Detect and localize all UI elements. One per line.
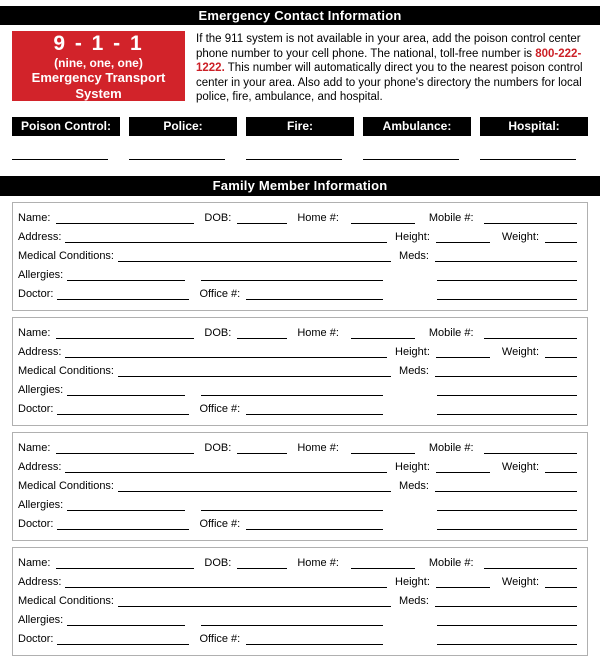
intro-paragraph xyxy=(196,31,588,105)
home-phone-label: Home #: xyxy=(297,556,339,569)
meds-field-line xyxy=(435,606,577,607)
address-label: Address: xyxy=(18,230,62,243)
weight-label: Weight: xyxy=(501,460,539,473)
emergency-911-box xyxy=(12,31,185,101)
name-field-line xyxy=(56,338,194,339)
weight-label: Weight: xyxy=(501,575,539,588)
hospital-label: Hospital: xyxy=(508,119,560,133)
allergies-field-line-2 xyxy=(201,510,383,511)
medical-conditions-label: Medical Conditions: xyxy=(18,594,114,607)
medical-conditions-row xyxy=(18,592,577,611)
height-label: Height: xyxy=(395,230,430,243)
name-field-line xyxy=(56,453,194,454)
poison-control-phone-number: 800-222-1222. xyxy=(196,47,582,74)
mobile-phone-field-line xyxy=(484,568,577,569)
height-label: Height: xyxy=(395,575,430,588)
meds-field-line-3 xyxy=(437,299,577,300)
doctor-row xyxy=(18,630,577,649)
medical-conditions-row xyxy=(18,362,577,381)
allergies-field-line-2 xyxy=(201,280,383,281)
family-member-card xyxy=(12,432,588,541)
mobile-phone-field-line xyxy=(484,223,577,224)
home-phone-label: Home #: xyxy=(297,326,339,339)
doctor-row xyxy=(18,285,577,304)
doctor-field-line xyxy=(57,529,189,530)
allergies-field-line-2 xyxy=(201,395,383,396)
family-member-list xyxy=(12,202,588,656)
office-phone-label: Office #: xyxy=(199,632,241,645)
dob-label: DOB: xyxy=(204,556,232,569)
mobile-phone-label: Mobile #: xyxy=(428,441,474,454)
height-field-line xyxy=(436,587,490,588)
family-member-card xyxy=(12,317,588,426)
ambulance-field-line xyxy=(363,159,459,160)
doctor-field-line xyxy=(57,414,189,415)
address-label: Address: xyxy=(18,575,62,588)
hospital-field-line xyxy=(480,159,576,160)
name-row xyxy=(18,209,577,228)
weight-field-line xyxy=(545,472,577,473)
meds-field-line-2 xyxy=(437,510,577,511)
doctor-label: Doctor: xyxy=(18,402,54,415)
weight-label: Weight: xyxy=(501,345,539,358)
allergies-row xyxy=(18,266,577,285)
intro-text-before: If the 911 system is not available in your area, add the poison control center phone number to your cell phone. The national, toll-free number is xyxy=(196,33,581,60)
office-phone-field-line xyxy=(246,529,383,530)
family-section-title: Family Member Information xyxy=(212,178,388,193)
office-phone-field-line xyxy=(246,299,383,300)
office-phone-label: Office #: xyxy=(199,517,241,530)
office-phone-label: Office #: xyxy=(199,287,241,300)
address-field-line xyxy=(65,242,387,243)
address-row xyxy=(18,458,577,477)
allergies-label: Allergies: xyxy=(18,498,64,511)
dob-field-line xyxy=(237,453,287,454)
home-phone-field-line xyxy=(351,568,415,569)
doctor-field-line xyxy=(57,644,189,645)
address-field-line xyxy=(65,587,387,588)
name-field-line xyxy=(56,223,194,224)
doctor-label: Doctor: xyxy=(18,632,54,645)
allergies-label: Allergies: xyxy=(18,613,64,626)
medical-conditions-label: Medical Conditions: xyxy=(18,479,114,492)
address-field-line xyxy=(65,472,387,473)
emergency-contacts-label-row xyxy=(12,117,588,136)
office-phone-field-line xyxy=(246,414,383,415)
intro-section xyxy=(12,31,588,105)
medical-conditions-label: Medical Conditions: xyxy=(18,364,114,377)
meds-field-line-2 xyxy=(437,625,577,626)
meds-label: Meds: xyxy=(399,594,429,607)
meds-label: Meds: xyxy=(399,479,429,492)
name-label: Name: xyxy=(18,326,51,339)
meds-field-line-2 xyxy=(437,280,577,281)
doctor-field-line xyxy=(57,299,189,300)
weight-field-line xyxy=(545,357,577,358)
name-field-line xyxy=(56,568,194,569)
dob-label: DOB: xyxy=(204,326,232,339)
meds-field-line xyxy=(435,261,577,262)
allergies-field-line xyxy=(67,395,185,396)
family-member-card xyxy=(12,202,588,311)
doctor-row xyxy=(18,400,577,419)
meds-field-line-3 xyxy=(437,644,577,645)
height-field-line xyxy=(436,242,490,243)
dob-field-line xyxy=(237,338,287,339)
medical-conditions-row xyxy=(18,247,577,266)
fire-label-box xyxy=(246,117,354,136)
dob-label: DOB: xyxy=(204,211,232,224)
allergies-field-line xyxy=(67,510,185,511)
meds-field-line xyxy=(435,491,577,492)
home-phone-label: Home #: xyxy=(297,211,339,224)
name-row xyxy=(18,324,577,343)
allergies-row xyxy=(18,381,577,400)
medical-conditions-label: Medical Conditions: xyxy=(18,249,114,262)
office-phone-field-line xyxy=(246,644,383,645)
emergency-transport-label: Emergency Transport System xyxy=(31,69,166,101)
poison-control-label-box xyxy=(12,117,120,136)
page-title: Emergency Contact Information xyxy=(198,8,402,23)
home-phone-label: Home #: xyxy=(297,441,339,454)
medical-conditions-field-line xyxy=(118,376,391,377)
emergency-number: 9 - 1 - 1 xyxy=(53,31,144,55)
allergies-row xyxy=(18,496,577,515)
name-label: Name: xyxy=(18,441,51,454)
ambulance-label-box xyxy=(363,117,471,136)
mobile-phone-field-line xyxy=(484,453,577,454)
mobile-phone-label: Mobile #: xyxy=(428,556,474,569)
allergies-label: Allergies: xyxy=(18,268,64,281)
medical-conditions-field-line xyxy=(118,261,391,262)
home-phone-field-line xyxy=(351,223,415,224)
police-label-box xyxy=(129,117,237,136)
allergies-label: Allergies: xyxy=(18,383,64,396)
address-label: Address: xyxy=(18,345,62,358)
address-field-line xyxy=(65,357,387,358)
ambulance-label: Ambulance: xyxy=(382,119,452,133)
meds-field-line-2 xyxy=(437,395,577,396)
doctor-row xyxy=(18,515,577,534)
home-phone-field-line xyxy=(351,338,415,339)
family-member-card xyxy=(12,547,588,656)
emergency-number-pronunciation: (nine, one, one) xyxy=(54,55,143,70)
address-label: Address: xyxy=(18,460,62,473)
name-row xyxy=(18,554,577,573)
hospital-label-box xyxy=(480,117,588,136)
dob-field-line xyxy=(237,568,287,569)
mobile-phone-field-line xyxy=(484,338,577,339)
meds-label: Meds: xyxy=(399,249,429,262)
height-field-line xyxy=(436,472,490,473)
doctor-label: Doctor: xyxy=(18,287,54,300)
address-row xyxy=(18,228,577,247)
meds-field-line-3 xyxy=(437,414,577,415)
police-label: Police: xyxy=(163,119,203,133)
family-section-title-bar xyxy=(0,176,600,196)
medical-conditions-row xyxy=(18,477,577,496)
height-label: Height: xyxy=(395,345,430,358)
weight-field-line xyxy=(545,587,577,588)
mobile-phone-label: Mobile #: xyxy=(428,326,474,339)
height-field-line xyxy=(436,357,490,358)
office-phone-label: Office #: xyxy=(199,402,241,415)
page-title-bar xyxy=(0,6,600,25)
fire-field-line xyxy=(246,159,342,160)
medical-conditions-field-line xyxy=(118,606,391,607)
poison-control-label: Poison Control: xyxy=(21,119,111,133)
police-field-line xyxy=(129,159,225,160)
dob-field-line xyxy=(237,223,287,224)
address-row xyxy=(18,343,577,362)
meds-field-line-3 xyxy=(437,529,577,530)
weight-label: Weight: xyxy=(501,230,539,243)
mobile-phone-label: Mobile #: xyxy=(428,211,474,224)
name-label: Name: xyxy=(18,556,51,569)
name-row xyxy=(18,439,577,458)
meds-label: Meds: xyxy=(399,364,429,377)
allergies-field-line-2 xyxy=(201,625,383,626)
height-label: Height: xyxy=(395,460,430,473)
poison-control-field-line xyxy=(12,159,108,160)
medical-conditions-field-line xyxy=(118,491,391,492)
home-phone-field-line xyxy=(351,453,415,454)
emergency-contacts-fill-in-row xyxy=(12,159,588,160)
allergies-field-line xyxy=(67,625,185,626)
doctor-label: Doctor: xyxy=(18,517,54,530)
allergies-row xyxy=(18,611,577,630)
allergies-field-line xyxy=(67,280,185,281)
meds-field-line xyxy=(435,376,577,377)
name-label: Name: xyxy=(18,211,51,224)
dob-label: DOB: xyxy=(204,441,232,454)
fire-label: Fire: xyxy=(286,119,313,133)
intro-text-after: This number will automatically direct you to the nearest poison control center in your area. Also add to your phone's directory the numbers for local police, fire, ambulance, and hospital. xyxy=(196,62,583,103)
address-row xyxy=(18,573,577,592)
weight-field-line xyxy=(545,242,577,243)
